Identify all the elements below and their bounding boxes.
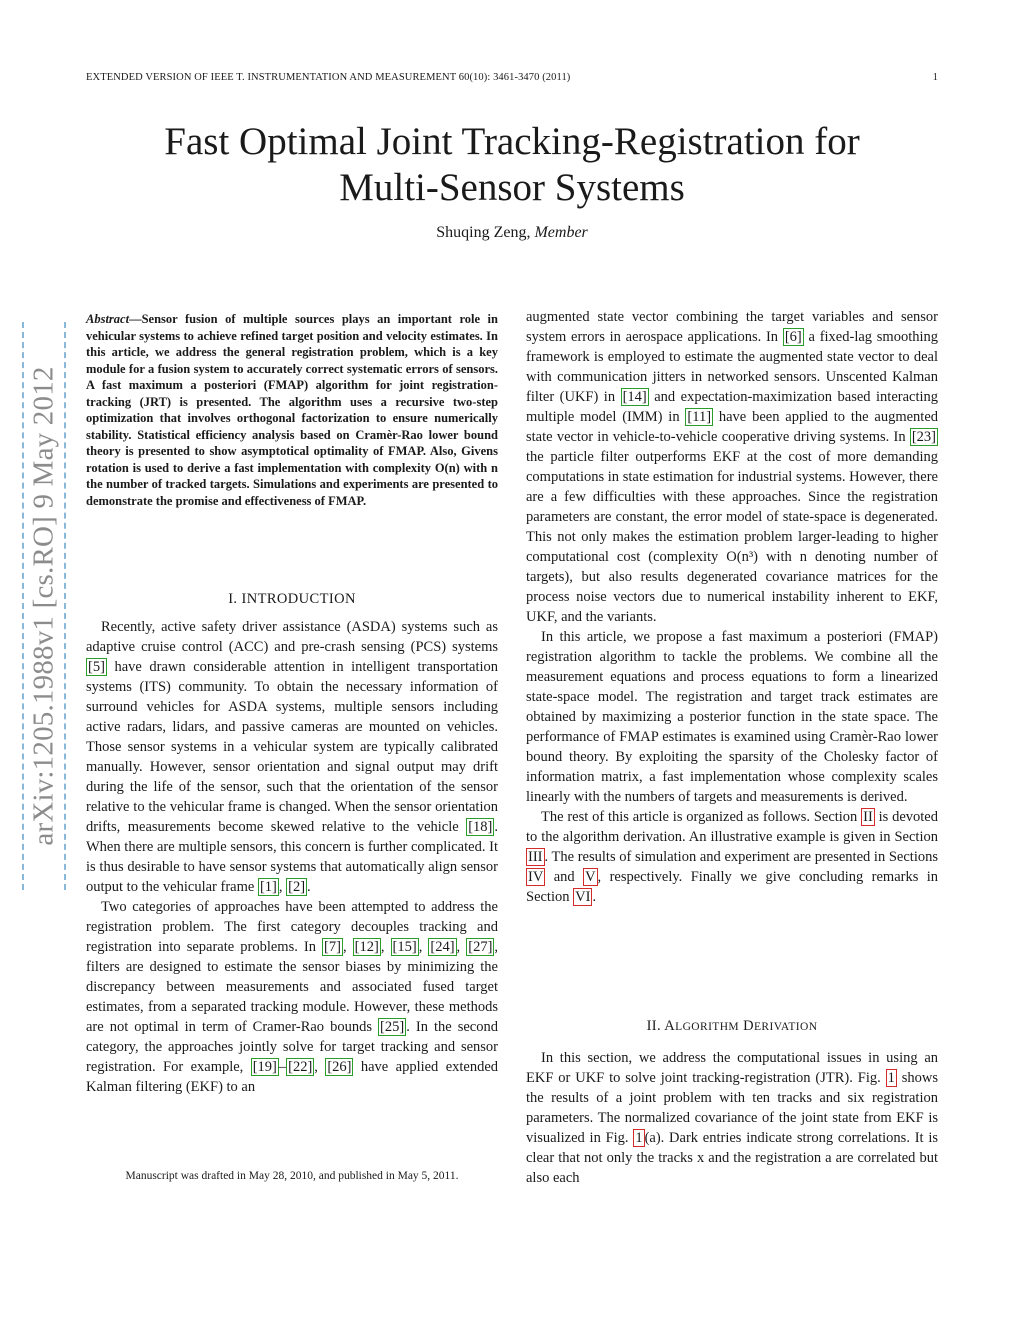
- author-line: [0, 224, 1024, 242]
- title-line-1: Fast Optimal Joint Tracking-Registration for: [164, 120, 860, 163]
- citation-link[interactable]: [26]: [327, 1059, 352, 1075]
- citation-link[interactable]: [7]: [324, 939, 341, 955]
- running-head: [86, 72, 938, 83]
- citation-link[interactable]: [19]: [252, 1059, 277, 1075]
- citation-link[interactable]: [24]: [430, 939, 455, 955]
- citation-link[interactable]: [2]: [288, 879, 306, 895]
- paragraph: augmented state vector combining the target variables and sensor system errors in aerospace applications. In [6] a fixed-lag smoothing framework is employed to estimate the augmented state vector to deal with communication jitters in networked sensors. Unscented Kalman filter (UKF) in [14] and expectation-maximization based interacting multiple model (IMM) in [11] have been applied to the augmented state vector in vehicle-to-vehicle cooperative driving systems. In [23] the particle filter outperforms EKF at the cost of more demanding computations in state estimation for industrial systems. However, there are a few difficulties with these approaches. Since the registration parameters are constant, the error model of state-space is degenerated. This not only makes the estimation problem larger-leading to higher computational cost (complexity O(n³) with n denoting number of targets), but also results degenerated covariance matrices for the process noise vectors due to numerical instability inherent to EKF, UKF, and the variants.: [526, 309, 939, 625]
- citation-link[interactable]: [14]: [622, 389, 647, 405]
- citation-link[interactable]: [18]: [468, 819, 493, 835]
- section-heading-algorithm-derivation: II. ALGORITHM DERIVATION: [646, 1018, 818, 1034]
- section-link[interactable]: IV: [528, 869, 544, 885]
- citation-link[interactable]: [27]: [468, 939, 493, 955]
- citation-link[interactable]: [25]: [380, 1019, 405, 1035]
- section-link[interactable]: II: [863, 809, 873, 825]
- right-column-body: [526, 307, 938, 907]
- footnote: Manuscript was drafted in May 28, 2010, and published in May 5, 2011.: [125, 1170, 459, 1182]
- figure-link[interactable]: 1: [635, 1130, 643, 1146]
- section-link[interactable]: III: [528, 849, 543, 865]
- citation-link[interactable]: [11]: [687, 409, 712, 425]
- section-link[interactable]: V: [585, 869, 596, 885]
- citation-link[interactable]: [6]: [784, 329, 802, 345]
- citation-link[interactable]: [5]: [88, 659, 105, 675]
- journal-reference: EXTENDED VERSION OF IEEE T. INSTRUMENTATION AND MEASUREMENT 60(10): 3461-3470 (2011): [86, 72, 571, 83]
- arxiv-stamp[interactable]: [22, 322, 66, 890]
- citation-link[interactable]: [1]: [259, 879, 277, 895]
- citation-link[interactable]: [15]: [392, 939, 417, 955]
- page-number: 1: [932, 72, 938, 83]
- paragraph: Two categories of approaches have been attempted to address the registration problem. The first category decouples tracking and registration into separate problems. In [7] , [12] , [15] , [24] , [27] , filters are designed to estimate the sensor biases by minimizing the discrepancy between measurements and associated fused target estimates, from a separated tracking module. However, these methods are not optimal in term of Cramer-Rao bounds [25] . In the second category, the approaches jointly solve for target tracking and sensor registration. For example, [19] – [22] , [26] have applied extended Kalman filtering (EKF) to an: [86, 899, 499, 1095]
- paragraph: In this article, we propose a fast maximum a posteriori (FMAP) registration algorithm to tackle the problems. We combine all the measurement equations and process equations to form a linearized state-space model. The registration and target track estimates are obtained by maximizing a posterior function in the state space. The performance of FMAP estimates is examined using Cramèr-Rao lower bound theory. By exploiting the sparsity of the Cholesky factor of information matrix, a fast implementation whose complexity scales linearly with the numbers of targets and measurements is derived.: [526, 629, 938, 805]
- section-link[interactable]: VI: [575, 889, 591, 905]
- author-role: Member: [534, 224, 588, 241]
- arxiv-identifier[interactable]: arXiv:1205.1988v1 [cs.RO] 9 May 2012: [27, 366, 60, 846]
- algorithm-derivation-body: [526, 1048, 938, 1188]
- citation-link[interactable]: [22]: [288, 1059, 313, 1075]
- section-heading-introduction: I. INTRODUCTION: [228, 591, 356, 607]
- paragraph: Recently, active safety driver assistance (ASDA) systems such as adaptive cruise control (ACC) and pre-crash sensing (PCS) systems [5] have drawn considerable attention in intelligent transportation systems (ITS) community. To obtain the necessary information of surround vehicles for ASDA systems, multiple sensors including active radars, lidars, and passive cameras are mounted on vehicles. Those sensor systems in a vehicular system are typically calibrated manually. However, sensor orientation and signal output may drift during the life of the sensor, such that the orientation of the sensor relative to the vehicular frame is changed. When the sensor orientation drifts, measurements become skewed relative to the vehicle [18] . When there are multiple sensors, this concern is further complicated. It is thus desirable to have sensor systems that automatically align sensor output to the vehicular frame [1] , [2] .: [86, 619, 499, 895]
- abstract-text: —Sensor fusion of multiple sources plays an important role in vehicular systems to achieve refined target position and velocity estimates. In this article, we address the general registration problem, which is a key module for a fusion system to accurately correct systematic errors of sensors. A fast maximum a posteriori (FMAP) algorithm for joint registration-tracking (JRT) is presented. The algorithm uses a recursive two-step optimization that involves orthogonal factorization to ensure numerically stability. Statistical efficiency analysis based on Cramèr-Rao lower bound theory is presented to show asymptotical optimality of FMAP. Also, Givens rotation is used to derive a fast implementation with complexity O(n) with n the number of tracked targets. Simulations and experiments are presented to demonstrate the promise and effectiveness of FMAP.: [86, 312, 498, 509]
- citation-link[interactable]: [23]: [911, 429, 937, 445]
- title-line-2: Multi-Sensor Systems: [339, 166, 685, 209]
- figure-link[interactable]: 1: [887, 1070, 895, 1086]
- author-name: Shuqing Zeng,: [436, 224, 531, 241]
- paragraph: In this section, we address the computational issues in using an EKF or UKF to solve joint tracking-registration (JTR). Fig. 1 shows the results of a joint problem with ten tracks and six registration parameters. The normalized covariance of the joint state from EKF is visualized in Fig. 1 (a). Dark entries indicate strong correlations. It is clear that not only the tracks x and the registration a are correlated but also each: [526, 1050, 938, 1186]
- introduction-body: [86, 617, 498, 1097]
- paragraph: The rest of this article is organized as follows. Section II is devoted to the algorithm derivation. An illustrative example is given in Section III . The results of simulation and experiment are presented in Sections IV and V , respectively. Finally we give concluding remarks in Section VI .: [526, 809, 939, 905]
- abstract-label: Abstract: [86, 312, 130, 326]
- citation-link[interactable]: [12]: [354, 939, 379, 955]
- abstract: [86, 311, 498, 510]
- paper-title: [0, 119, 1024, 211]
